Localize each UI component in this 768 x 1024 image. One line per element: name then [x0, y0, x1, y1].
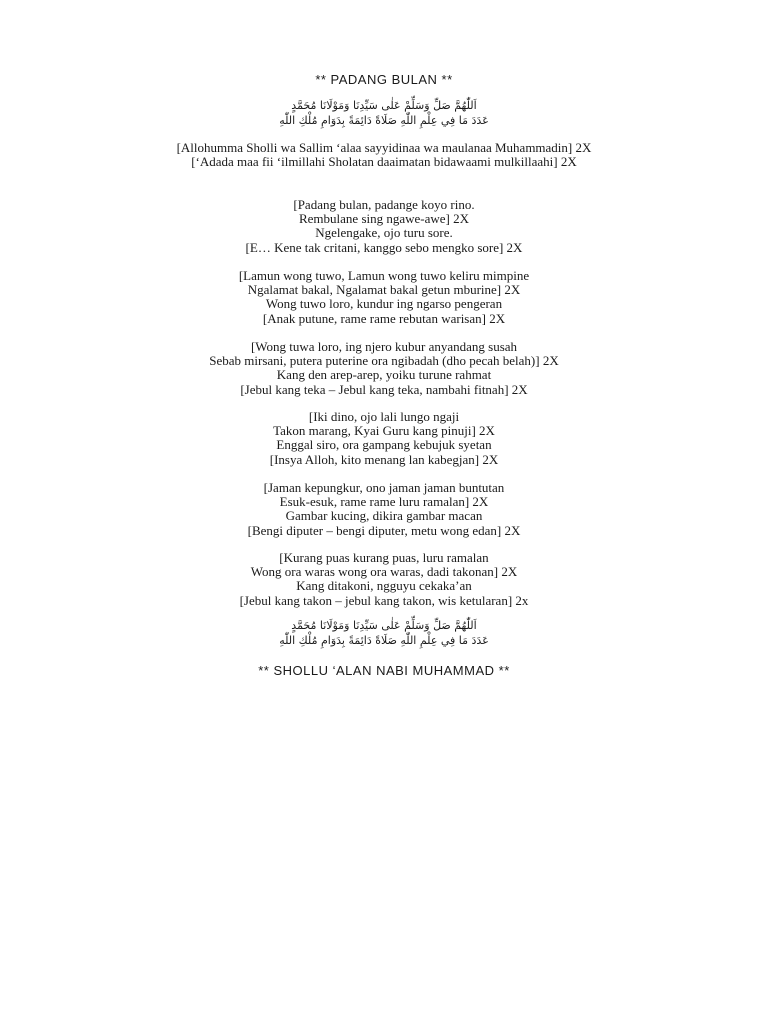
transliteration-block: [0, 141, 768, 169]
arabic-sholawat-bottom: [0, 618, 768, 648]
lyric-line: Kang ditakoni, ngguyu cekaka’an: [296, 578, 472, 594]
lyric-line: Wong ora waras wong ora waras, dadi takonan] 2X: [250, 564, 518, 580]
lyric-line: [Jebul kang teka – Jebul kang teka, nambahi fitnah] 2X: [240, 381, 528, 397]
lyric-line: Rembulane sing ngawe-awe] 2X: [298, 211, 470, 227]
lyric-line: Enggal siro, ora gampang kebujuk syetan: [276, 437, 492, 453]
lyric-line: [Bengi diputer – bengi diputer, metu wong edan] 2X: [247, 522, 521, 538]
lyric-line: [Insya Alloh, kito menang lan kabegjan] 2X: [269, 451, 499, 467]
arabic-line: اَللّٰهُمَّ صَلِّ وَسَلِّمْ عَلٰى سَيِّدِنَا وَمَوْلَانَا مُحَمَّدٍ: [291, 619, 477, 632]
lyric-line: [Jebul kang takon – jebul kang takon, wis ketularan] 2x: [239, 592, 529, 608]
lyric-line: [Anak putune, rame rame rebutan warisan] 2X: [262, 310, 506, 326]
lyric-line: Ngelengake, ojo turu sore.: [315, 225, 453, 241]
transliteration-line: [‘Adada maa fii ‘ilmillahi Sholatan daaimatan bidawaami mulkillaahi] 2X: [191, 154, 577, 170]
lyric-line: Ngalamat bakal, Ngalamat bakal getun mburine] 2X: [247, 282, 521, 298]
arabic-line: عَدَدَ مَا فِي عِلْمِ اللّٰهِ صَلَاةً دَائِمَةً بِدَوَامِ مُلْكِ اللّٰهِ: [279, 114, 489, 127]
arabic-line: عَدَدَ مَا فِي عِلْمِ اللّٰهِ صَلَاةً دَائِمَةً بِدَوَامِ مُلْكِ اللّٰهِ: [279, 634, 489, 647]
arabic-line: اَللّٰهُمَّ صَلِّ وَسَلِّمْ عَلٰى سَيِّدِنَا وَمَوْلَانَا مُحَمَّدٍ: [291, 99, 477, 112]
lyric-line: [Jaman kepungkur, ono jaman jaman buntutan: [263, 480, 505, 495]
verse-3: [0, 340, 768, 397]
arabic-sholawat-top: [0, 98, 768, 128]
closing-title: ** SHOLLU ‘ALAN NABI MUHAMMAD **: [258, 663, 510, 678]
transliteration-line: [Allohumma Sholli wa Sallim ‘alaa sayyidinaa wa maulanaa Muhammadin] 2X: [176, 140, 592, 155]
verse-5: [0, 481, 768, 538]
lyric-line: [Lamun wong tuwo, Lamun wong tuwo keliru mimpine: [238, 268, 530, 283]
lyric-line: [Padang bulan, padange koyo rino.: [293, 197, 475, 212]
lyric-line: Wong tuwo loro, kundur ing ngarso pengeran: [265, 296, 503, 312]
lyric-line: Sebab mirsani, putera puterine ora ngibadah (dho pecah belah)] 2X: [209, 353, 559, 369]
verse-2: [0, 269, 768, 326]
verse-4: [0, 410, 768, 467]
lyric-line: [Iki dino, ojo lali lungo ngaji: [308, 409, 460, 424]
lyric-line: [Kurang puas kurang puas, luru ramalan: [279, 550, 489, 565]
lyric-line: Esuk-esuk, rame rame luru ramalan] 2X: [279, 494, 489, 510]
lyric-line: [Wong tuwa loro, ing njero kubur anyandang susah: [250, 339, 518, 354]
verse-1: [0, 198, 768, 255]
lyric-line: [E… Kene tak critani, kanggo sebo mengko sore] 2X: [245, 239, 523, 255]
verse-6: [0, 551, 768, 608]
lyric-line: Takon marang, Kyai Guru kang pinuji] 2X: [273, 423, 495, 439]
lyric-line: Gambar kucing, dikira gambar macan: [285, 508, 483, 524]
lyric-line: Kang den arep-arep, yoiku turune rahmat: [276, 367, 492, 383]
song-title: ** PADANG BULAN **: [315, 72, 453, 87]
